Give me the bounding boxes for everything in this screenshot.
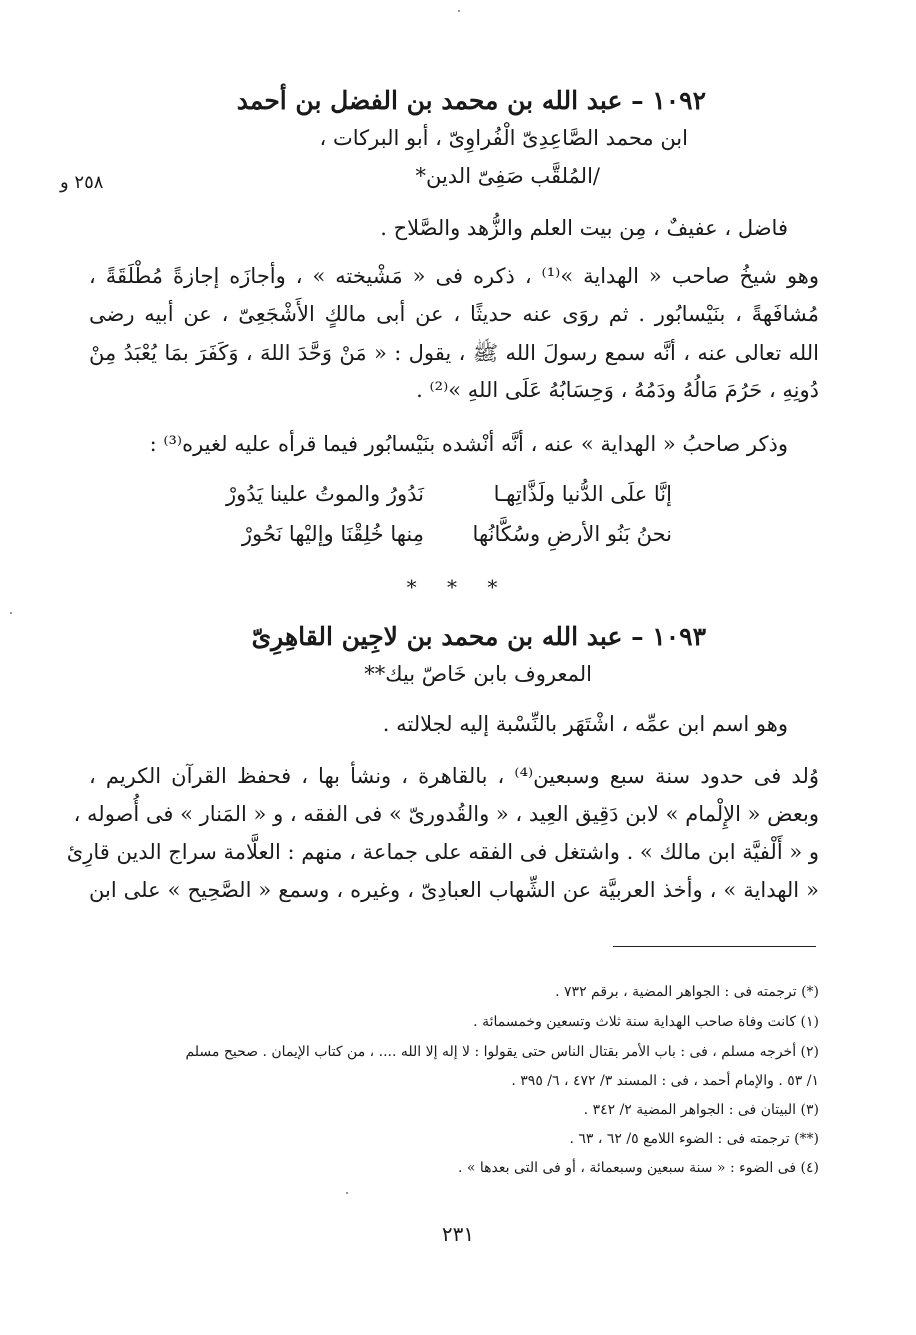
footnote-3: (٣) البيتان فى : الجواهر المضية ٢/ ٣٤٢ .	[583, 1102, 819, 1118]
entry-1092-heading: ١٠٩٢ – عبد الله بن محمد بن الفضل بن أحمد	[236, 86, 706, 115]
entry-1093-paragraph-2-line-2: وبعض « الإِلْمام » لابن دَقِيق العِيد ، « والقُدورىّ » فى الفقه ، و « المَنار » فى أُصوله ،	[73, 802, 819, 826]
entry-1092-paragraph-2-line-3: الله تعالى عنه ، أنَّه سمع رسولَ الله ﷺ ، يقول : « مَنْ وَحَّدَ اللهَ ، وَكَفَرَ بمَا يُعْبَدُ مِنْ	[89, 341, 819, 365]
scan-speck	[458, 10, 460, 12]
entry-1093-subtitle: المعروف بابن خَاصّ بيك**	[364, 662, 592, 686]
footnote-4: (٤) فى الضوء : « سنة سبعين وسبعمائة ، أو فى التى بعدها » .	[457, 1160, 819, 1176]
section-separator: * * *	[406, 575, 510, 599]
entry-1092-subtitle-2: /المُلقَّب صَفِىّ الدين*	[415, 164, 600, 188]
footnote-1: (١) كانت وفاة صاحب الهداية سنة ثلاث وتسعين وخمسمائة .	[473, 1014, 819, 1030]
entry-1092-paragraph-3: وذكر صاحبُ « الهداية » عنه ، أنَّه أنْشده بنَيْسابُور فيما قرأه عليه لغيره⁽³⁾ :	[149, 432, 788, 456]
entry-1093-paragraph-2-line-4: « الهداية » ، وأخذ العربيَّة عن الشِّهاب العبادِىّ ، وغيره ، وسمع « الصَّحِيح » على ابن	[89, 878, 819, 902]
entry-1092-paragraph-2-line-4: دُونِهِ ، حَرُمَ مَالُهُ ودَمُهُ ، وَحِسَابُهُ عَلَى اللهِ »⁽²⁾ .	[416, 378, 819, 402]
footnote-2-continued: ١/ ٥٣ . والإمام أحمد ، فى : المسند ٣/ ٤٧٢ ، ٦/ ٣٩٥ .	[511, 1073, 819, 1089]
verse-1-hemistich-b: نَدُورُ والموتُ علينا يَدُورْ	[225, 482, 424, 506]
footnote-separator-rule	[613, 946, 816, 947]
scan-speck	[346, 1192, 348, 1194]
entry-1092-paragraph-1: فاضل ، عفيفٌ ، مِن بيت العلم والزُّهد والصَّلاح .	[380, 216, 788, 240]
entry-1092-paragraph-2-line-2: مُشافَهةً ، بنَيْسابُور . ثم روَى عنه حديثًا ، عن أبى مالكٍ الأَشْجَعِىّ ، عن أبيه رضى	[89, 302, 819, 326]
entry-1092-paragraph-2-line-1: وهو شيخُ صاحب « الهداية »⁽¹⁾ ، ذكره فى « مَشْيخته » ، وأجازَه إجازةً مُطْلَقَةً ،	[89, 264, 820, 288]
verse-1-hemistich-a: إنَّا علَى الدُّنيا ولَذَّاتِهـا	[493, 482, 672, 506]
entry-1092-subtitle-1: ابن محمد الصَّاعِدِىّ الْفُراوِىّ ، أبو البركات ،	[319, 126, 688, 150]
scan-speck	[10, 612, 12, 614]
verse-2-hemistich-b: مِنها خُلِقْنَا وإليْها نَحُورْ	[241, 522, 424, 546]
entry-1093-paragraph-2-line-3: و « أَلْفيَّة ابن مالك » . واشتغل فى الفقه على جماعة ، منهم : العلَّامة سراج الدين قارِئ	[66, 840, 819, 864]
footnote-star: (*) ترجمته فى : الجواهر المضية ، برقم ٧٣٢ .	[555, 984, 819, 1000]
verse-2-hemistich-a: نحنُ بَنُو الأرضِ وسُكَّانُها	[472, 522, 672, 546]
margin-folio-note: ٢٥٨ و	[60, 172, 104, 193]
footnote-2: (٢) أخرجه مسلم ، فى : باب الأمر بقتال الناس حتى يقولوا : لا إله إلا الله .... ، من كتاب الإيمان . صحيح مسلم	[185, 1044, 819, 1060]
footnote-double-star: (**) ترجمته فى : الضوء اللامع ٥/ ٦٢ ، ٦٣ .	[569, 1131, 819, 1147]
page-number: ٢٣١	[441, 1222, 475, 1246]
entry-1093-heading: ١٠٩٣ – عبد الله بن محمد بن لاجِين القاهِرِىّ	[251, 622, 706, 651]
entry-1093-paragraph-2-line-1: وُلد فى حدود سنة سبع وسبعين⁽⁴⁾ ، بالقاهرة ، ونشأ بها ، فحفظ القرآن الكريم ،	[89, 764, 819, 788]
entry-1093-paragraph-1: وهو اسم ابن عمِّه ، اشْتَهَر بالنِّسْبة إليه لجلالته .	[382, 712, 788, 736]
